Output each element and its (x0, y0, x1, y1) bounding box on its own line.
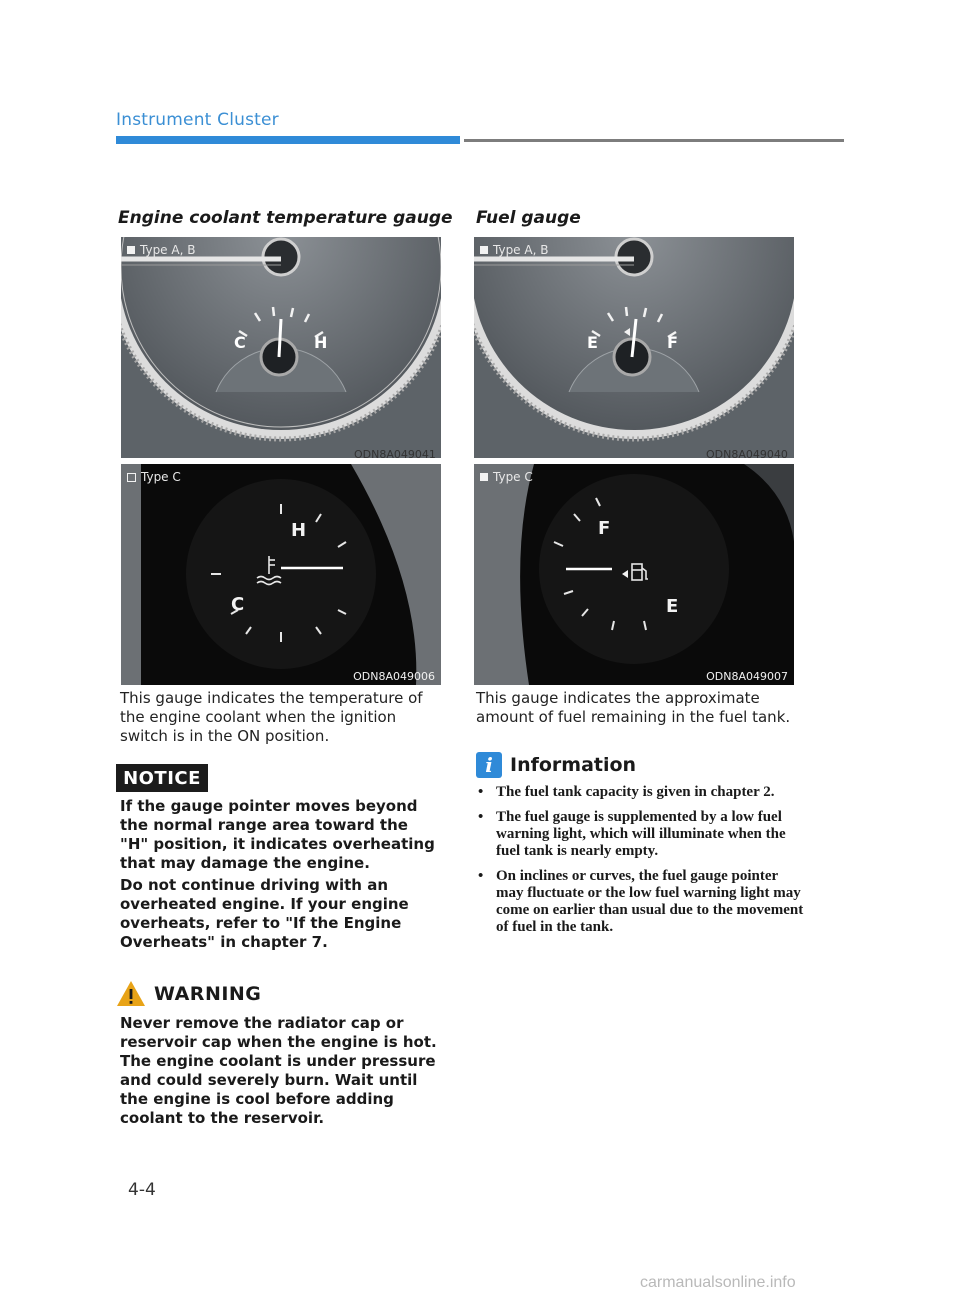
information-heading (476, 752, 636, 778)
header-rule-accent (116, 136, 460, 144)
list-item: • The fuel gauge is supplemented by a low fuel warning light, which will illuminate when the fuel tank is nearly empty. (478, 809, 786, 859)
information-list (476, 784, 806, 944)
filled-square-icon (127, 246, 135, 254)
info-icon: i (476, 752, 502, 778)
coolant-gauge-ab-illustration (121, 237, 441, 458)
coolant-high-mark: H (314, 333, 328, 352)
fuel-c-high-mark: F (598, 518, 611, 539)
warning-triangle-icon (116, 980, 146, 1007)
image-type-label: Type A, B (127, 243, 195, 257)
coolant-c-high-mark: H (291, 520, 307, 541)
fuel-high-mark: F (667, 333, 678, 352)
image-type-label: Type C (127, 470, 181, 484)
coolant-low-mark: C (234, 333, 246, 352)
coolant-gauge-type-ab-image (121, 237, 441, 458)
information-title: Information (510, 754, 637, 776)
warning-heading (116, 980, 261, 1007)
fuel-description: This gauge indicates the approximate amount of fuel remaining in the fuel tank. (476, 689, 791, 726)
notice-badge: NOTICE (116, 764, 208, 792)
section-header: Instrument Cluster (116, 110, 279, 130)
coolant-gauge-type-c-image (121, 464, 441, 685)
coolant-c-low-mark: C (231, 594, 245, 615)
fuel-gauge-ab-illustration (474, 237, 794, 458)
list-item: • The fuel tank capacity is given in chapter 2. (478, 784, 775, 800)
header-rule (464, 139, 844, 142)
warning-text: Never remove the radiator cap or reservoir cap when the engine is hot. The engine coolant is under pressure and could severely burn. Wait until the engine is cool before adding coolant to the reservoir. (120, 1014, 437, 1127)
coolant-gauge-title: Engine coolant temperature gauge (118, 208, 453, 228)
coolant-description: This gauge indicates the temperature of the engine coolant when the ignition switch is in the ON position. (120, 689, 423, 745)
hollow-square-icon (127, 473, 136, 482)
fuel-gauge-title: Fuel gauge (476, 208, 581, 228)
coolant-gauge-c-illustration (121, 464, 441, 685)
watermark: carmanualsonline.info (640, 1274, 796, 1291)
image-code: ODN8A049006 (353, 670, 435, 683)
image-code: ODN8A049007 (706, 670, 788, 683)
image-code: ODN8A049041 (354, 448, 436, 461)
fuel-c-low-mark: E (666, 596, 679, 617)
fuel-gauge-c-illustration (474, 464, 794, 685)
filled-square-icon (480, 246, 488, 254)
image-code: ODN8A049040 (706, 448, 788, 461)
filled-square-icon (480, 473, 488, 481)
fuel-gauge-type-c-image (474, 464, 794, 685)
image-type-label: Type C (480, 470, 533, 484)
notice-paragraph-1: If the gauge pointer moves beyond the normal range area toward the "H" position, it indicates overheating that may damage the engine. (120, 797, 435, 872)
warning-title: WARNING (154, 982, 262, 1005)
fuel-gauge-type-ab-image (474, 237, 794, 458)
notice-paragraph-2: Do not continue driving with an overheated engine. If your engine overheats, refer to "If the Engine Overheats" in chapter 7. (120, 876, 409, 951)
fuel-low-mark: E (587, 333, 598, 352)
list-item: • On inclines or curves, the fuel gauge pointer may fluctuate or the low fuel warning light may come on earlier than usual due to the movement of fuel in the tank. (478, 868, 804, 935)
page-number: 4-4 (128, 1180, 156, 1200)
image-type-label: Type A, B (480, 243, 548, 257)
